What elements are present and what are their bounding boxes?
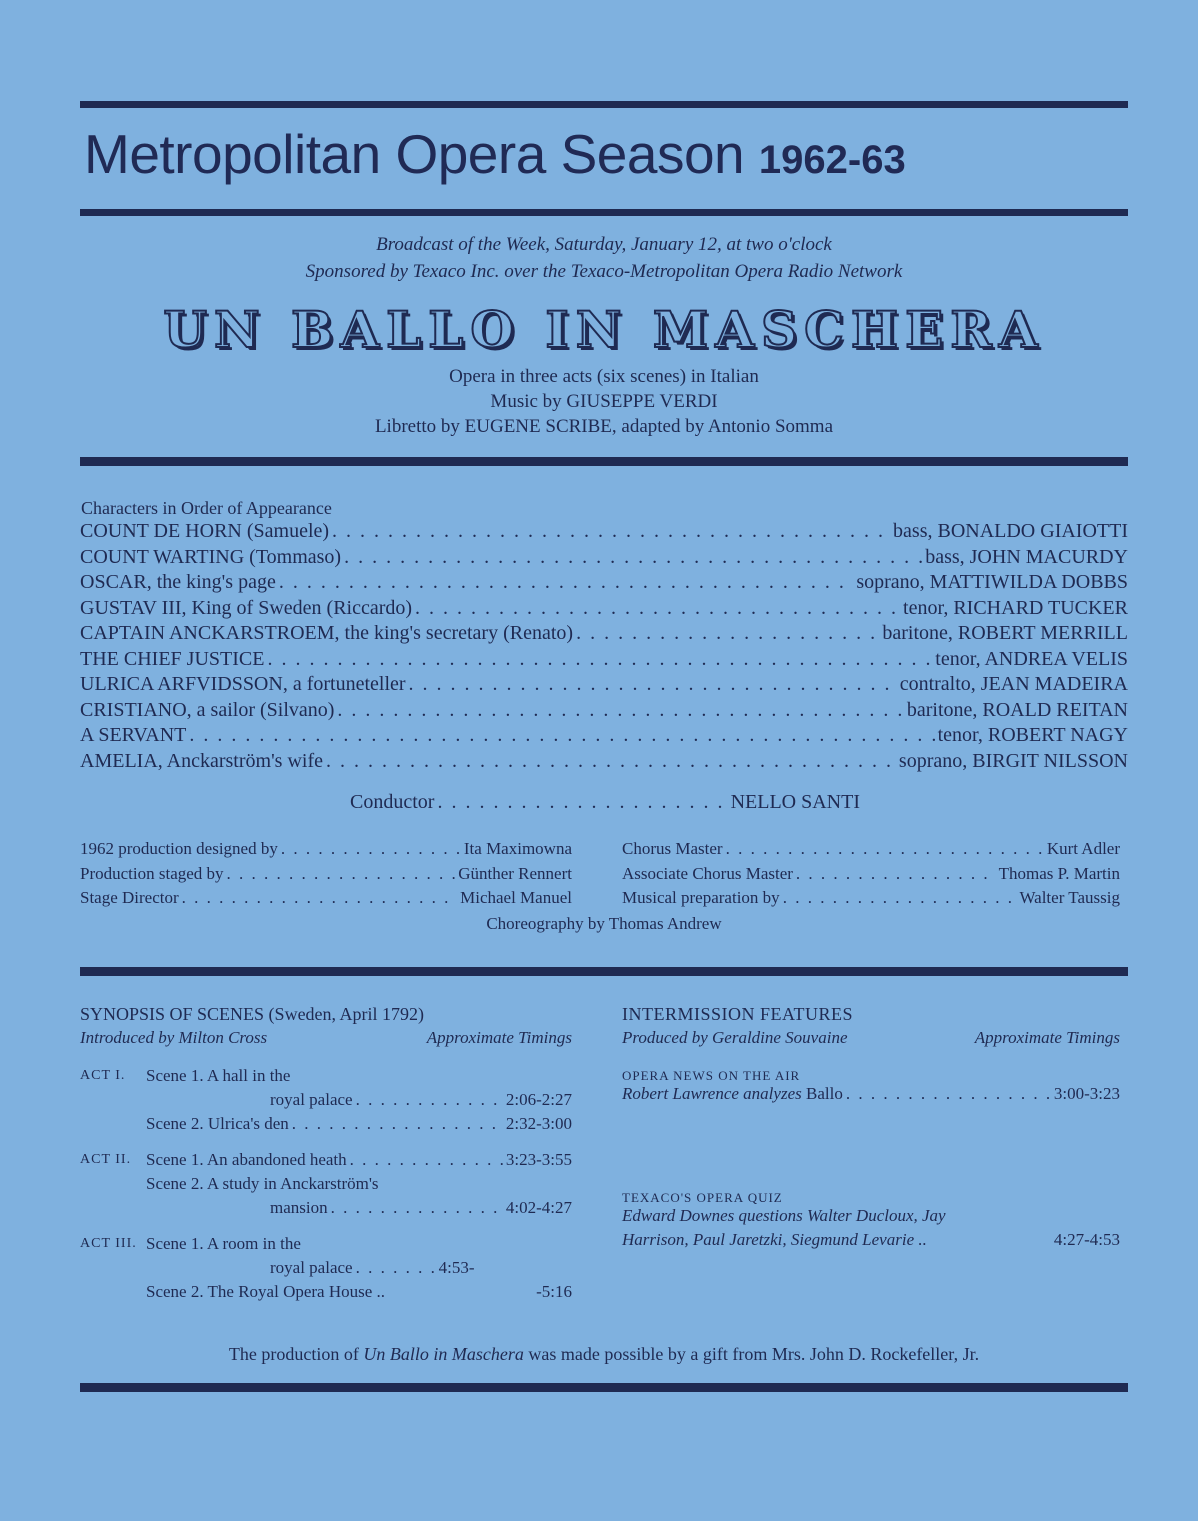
scene-line: mansion . . . 4:02-4:27	[80, 1198, 572, 1222]
intermission-section	[622, 1004, 1120, 1254]
feature-label: OPERA NEWS ON THE AIR	[622, 1068, 801, 1083]
scene-line: Scene 1. A hall in the	[146, 1066, 291, 1085]
staff-row: Chorus Master . . . Kurt Adler	[622, 839, 1120, 864]
section-rule	[80, 457, 1128, 466]
scene-line: royal palace . . . 2:06-2:27	[80, 1090, 572, 1114]
act-label: ACT I.	[80, 1068, 126, 1083]
cast-row: A SERVANT . . . tenor, ROBERT NAGY	[80, 724, 1128, 750]
feature-label: TEXACO'S OPERA QUIZ	[622, 1190, 783, 1205]
cast-label: Characters in Order of Appearance	[81, 498, 332, 518]
sponsor-line: Sponsored by Texaco Inc. over the Texaco-Metropolitan Opera Radio Network	[305, 261, 903, 282]
page-title: Metropolitan Opera Season 1962-63	[84, 123, 906, 185]
libretto-line: Libretto by EUGENE SCRIBE, adapted by Antonio Somma	[374, 416, 834, 437]
staff-row: Production staged by . . . Günther Rennert	[80, 864, 572, 889]
synopsis-heading: SYNOPSIS OF SCENES (Sweden, April 1792)	[80, 1004, 425, 1024]
cast-row: CRISTIANO, a sailor (Silvano) . . . baritone, ROALD REITAN	[80, 699, 1128, 725]
feature-line: Edward Downes questions Walter Ducloux, Jay	[622, 1206, 946, 1225]
feature-line: Robert Lawrence analyzes Ballo . . . 3:00-3:23	[622, 1084, 1120, 1108]
bottom-rule	[80, 1383, 1128, 1392]
cast-row: THE CHIEF JUSTICE . . . tenor, ANDREA VELIS	[80, 648, 1128, 674]
act-block	[80, 1234, 572, 1306]
cast-row: GUSTAV III, King of Sweden (Riccardo) . . . tenor, RICHARD TUCKER	[80, 597, 1128, 623]
footer-note: The production of Un Ballo in Maschera was made possible by a gift from Mrs. John D. Rockefeller, Jr.	[228, 1344, 980, 1364]
act-block	[80, 1066, 572, 1138]
choreography-credit: Choreography by Thomas Andrew	[486, 914, 722, 933]
production-staff-right	[622, 839, 1120, 913]
conductor-line: Conductor . . . NELLO SANTI	[350, 791, 860, 814]
staff-row: Musical preparation by . . . Walter Taussig	[622, 888, 1120, 913]
production-staff-left	[80, 839, 572, 913]
cast-row: AMELIA, Anckarström's wife . . . soprano, BIRGIT NILSSON	[80, 750, 1128, 776]
synopsis-section	[80, 1004, 572, 1306]
feature-line: Harrison, Paul Jaretzki, Siegmund Levarie .. 4:27-4:53	[622, 1230, 1120, 1249]
staff-row: Associate Chorus Master . . . Thomas P. Martin	[622, 864, 1120, 889]
scene-line: Scene 2. The Royal Opera House .. -5:16	[146, 1282, 572, 1301]
opera-description: Opera in three acts (six scenes) in Italian	[449, 366, 759, 387]
scene-line: Scene 1. An abandoned heath . . . 3:23-3:55	[80, 1150, 572, 1174]
opera-title: UN BALLO IN MASCHERA	[163, 300, 1045, 359]
conductor-name: NELLO SANTI	[730, 791, 860, 813]
broadcast-info	[80, 231, 1128, 285]
cast-row: COUNT DE HORN (Samuele) . . . bass, BONALDO GIAIOTTI	[80, 520, 1128, 546]
cast-row: COUNT WARTING (Tommaso) . . . bass, JOHN MACURDY	[80, 546, 1128, 572]
synopsis-subheading: Introduced by Milton Cross Approximate Timings	[80, 1028, 572, 1047]
scene-line: Scene 2. Ulrica's den . . . 2:32-3:00	[80, 1114, 572, 1138]
top-rule	[80, 101, 1128, 108]
composer-line: Music by GIUSEPPE VERDI	[490, 391, 718, 412]
cast-row: OSCAR, the king's page . . . soprano, MATTIWILDA DOBBS	[80, 571, 1128, 597]
scene-line: Scene 1. A room in the	[146, 1234, 301, 1253]
act-block	[80, 1150, 572, 1222]
title-rule	[80, 209, 1128, 216]
staff-row: Stage Director . . . Michael Manuel	[80, 888, 572, 913]
section-rule	[80, 967, 1128, 976]
opera-credits	[80, 364, 1128, 439]
cast-row: CAPTAIN ANCKARSTROEM, the king's secretary (Renato) . . . baritone, ROBERT MERRILL	[80, 622, 1128, 648]
cast-row: ULRICA ARFVIDSSON, a fortuneteller . . . contralto, JEAN MADEIRA	[80, 673, 1128, 699]
staff-row: 1962 production designed by . . . Ita Maximowna	[80, 839, 572, 864]
season-year: 1962-63	[758, 138, 906, 182]
scene-line: Scene 2. A study in Anckarström's	[146, 1174, 379, 1193]
act-label: ACT III.	[80, 1236, 137, 1251]
scene-line: royal palace . . . 4:53-	[80, 1258, 572, 1282]
broadcast-line: Broadcast of the Week, Saturday, January 12, at two o'clock	[376, 234, 832, 255]
cast-list	[80, 520, 1128, 775]
act-label: ACT II.	[80, 1152, 132, 1167]
intermission-subheading: Produced by Geraldine Souvaine Approximate Timings	[622, 1028, 1120, 1047]
intermission-heading: INTERMISSION FEATURES	[622, 1004, 854, 1024]
